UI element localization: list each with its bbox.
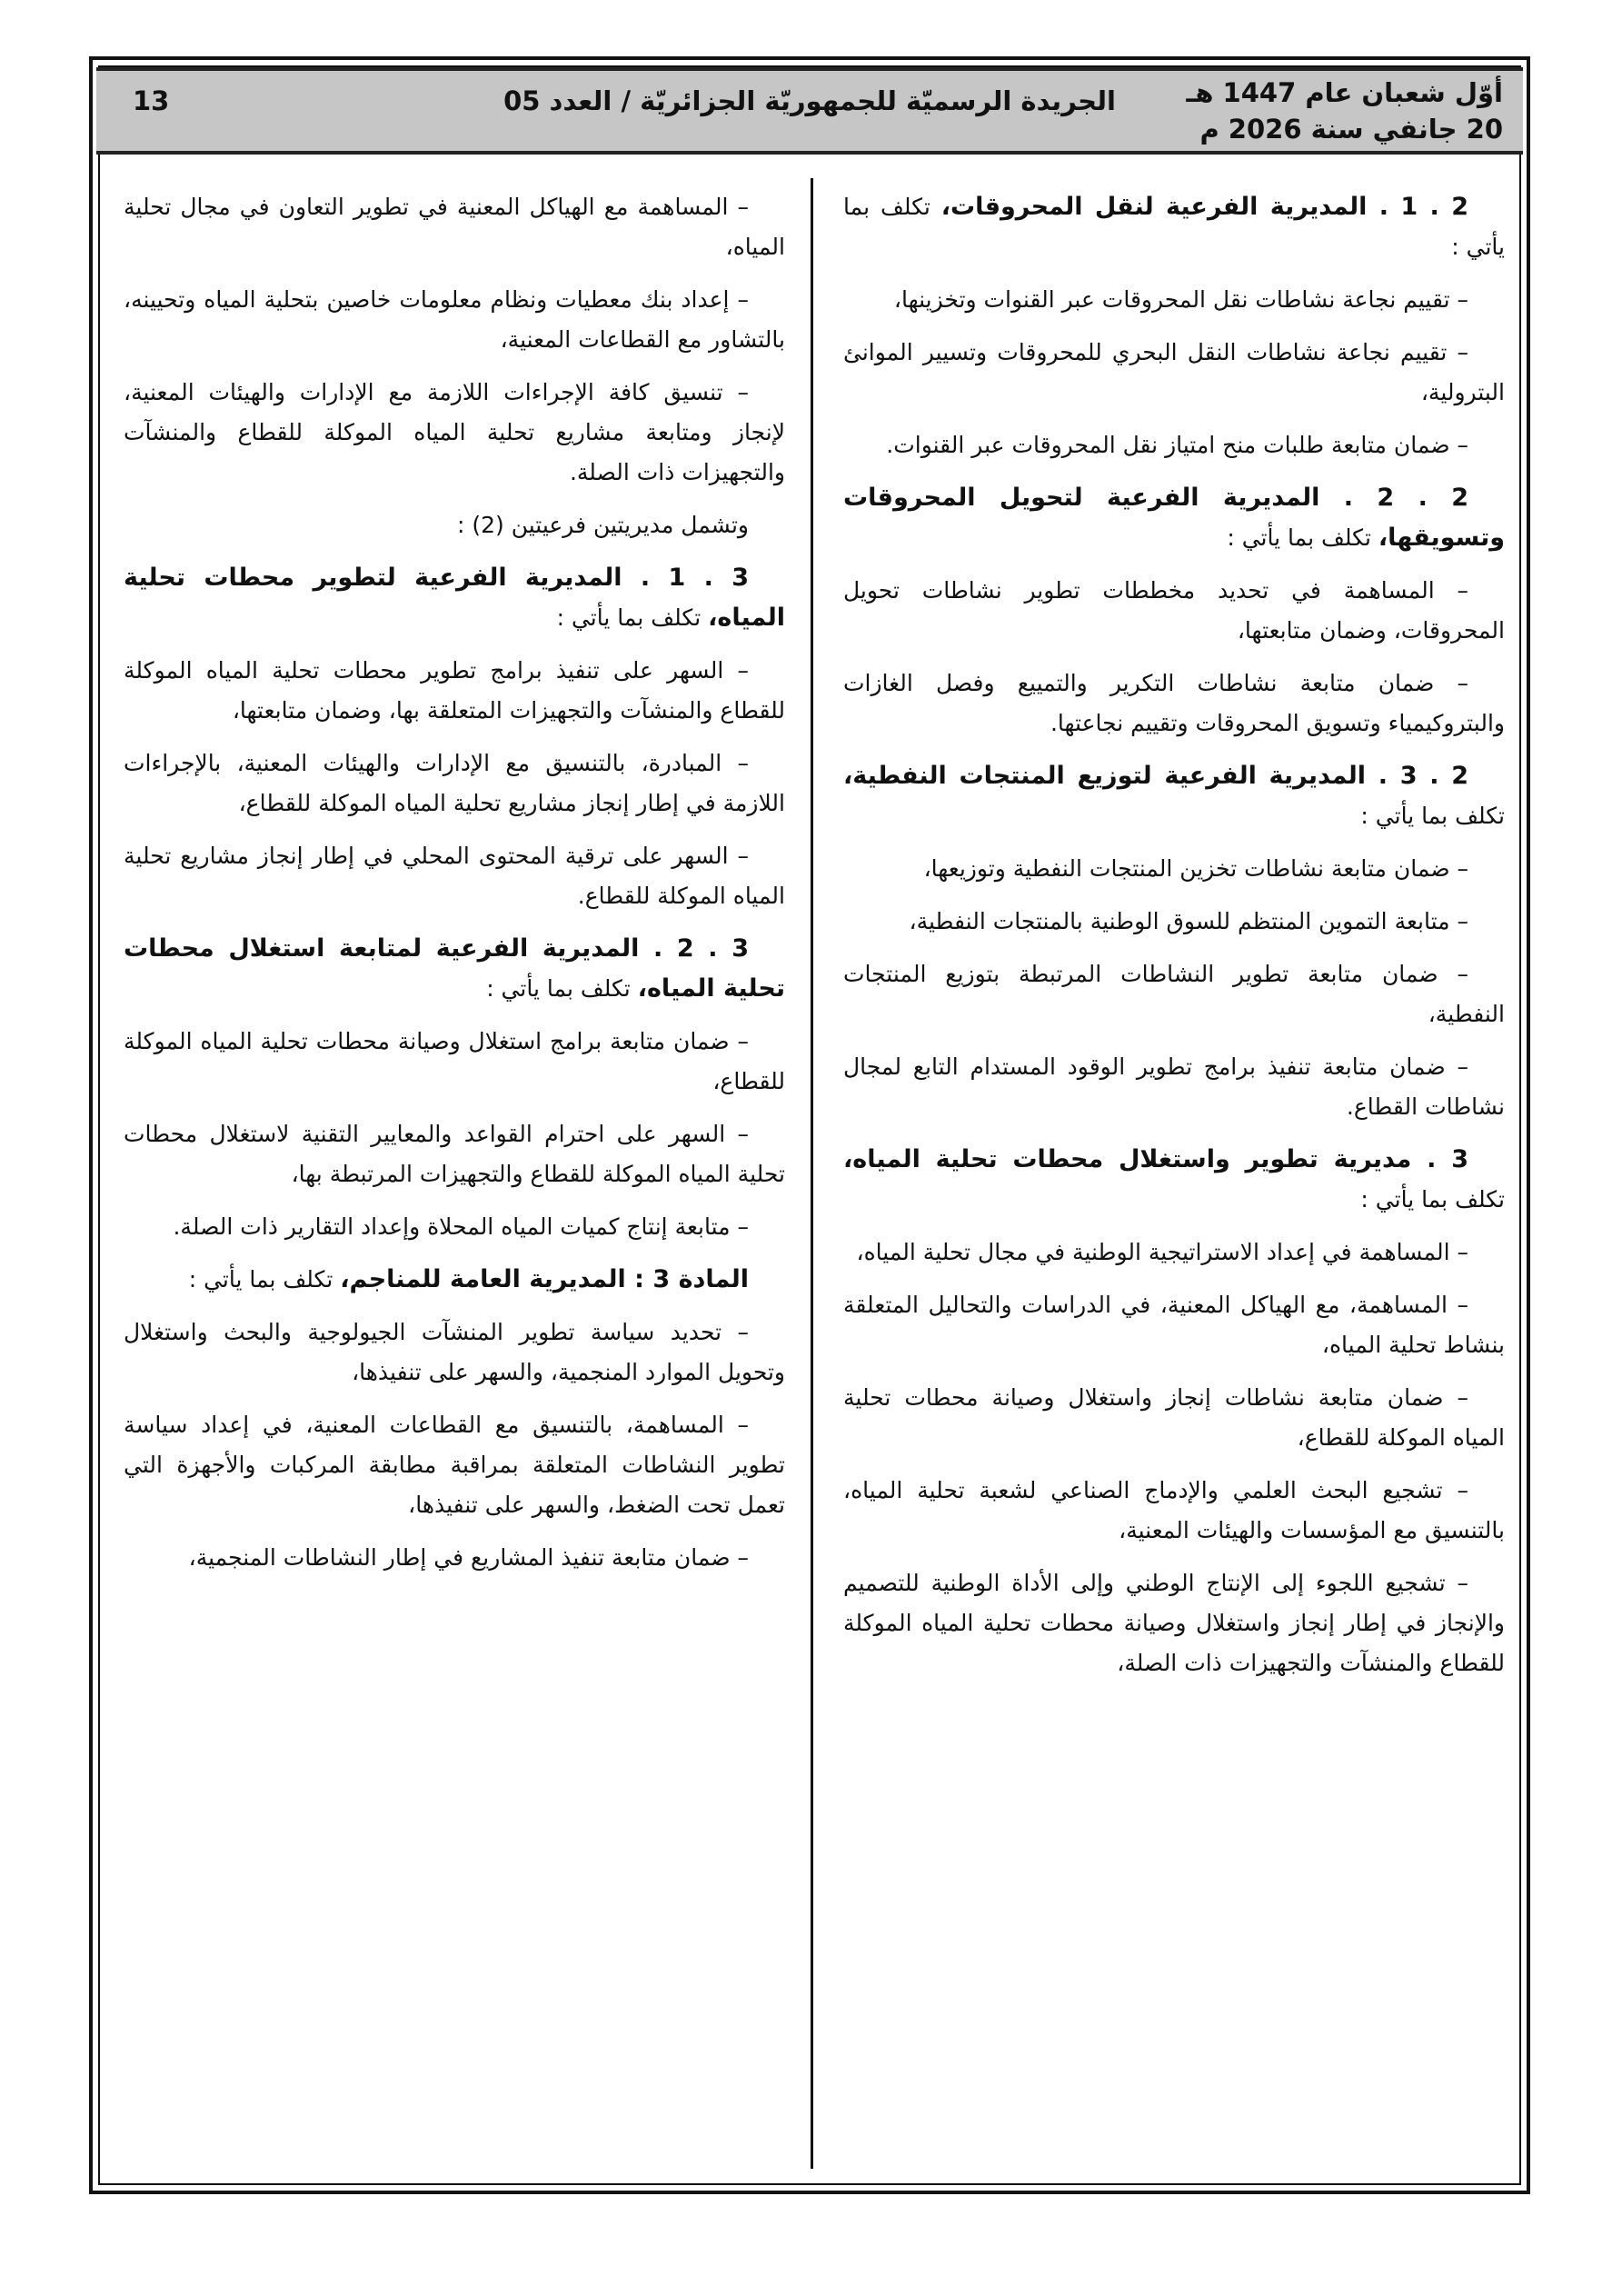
heading-title bbox=[340, 1265, 749, 1293]
list-item: – متابعة التموين المنتظم للسوق الوطنية بالمنتجات النفطية، bbox=[909, 908, 1468, 934]
heading-title bbox=[124, 934, 785, 1003]
heading-number: 2 . 2 . bbox=[1343, 484, 1468, 512]
heading-number: 2 . 3 . bbox=[1378, 762, 1468, 790]
list-item: – تقييم نجاعة نشاطات النقل البحري للمحروقات وتسيير الموانئ البترولية، bbox=[843, 339, 1505, 405]
list-item: – المبادرة، بالتنسيق مع الإدارات والهيئات المعنية، بالإجراءات اللازمة في إطار إنجاز مشاريع تحلية المياه الموكلة للقطاع، bbox=[124, 750, 785, 816]
list-item: – المساهمة، بالتنسيق مع القطاعات المعنية، في إعداد سياسة تطوير النشاطات المتعلقة بمراقبة مطابقة المركبات والأجهزة التي تعمل تحت الضغط، والسهر على تنفيذها، bbox=[124, 1412, 785, 1518]
section-heading bbox=[124, 558, 785, 638]
right-column bbox=[843, 187, 1505, 2169]
page-number: 13 bbox=[133, 85, 170, 116]
heading-number: 3 . 1 . bbox=[640, 564, 749, 592]
section-heading bbox=[843, 756, 1505, 836]
heading-text: المديرية الفرعية لتوزيع المنتجات النفطية، bbox=[843, 762, 1367, 790]
gazette-header bbox=[96, 67, 1523, 155]
heading-text: المديرية الفرعية لمتابعة استغلال محطات تحلية المياه، bbox=[124, 934, 785, 1003]
section-heading bbox=[124, 929, 785, 1009]
heading-rest: تكلف بما يأتي : bbox=[1227, 524, 1371, 551]
list-item: – المساهمة في تحديد مخططات تطوير نشاطات تحويل المحروقات، وضمان متابعتها، bbox=[843, 577, 1505, 644]
list-item: – تحديد سياسة تطوير المنشآت الجيولوجية والبحث واستغلال وتحويل الموارد المنجمية، والسهر على تنفيذها، bbox=[124, 1319, 785, 1385]
section-heading bbox=[124, 1260, 785, 1300]
heading-text: المديرية الفرعية لتطوير محطات تحلية المياه، bbox=[124, 564, 785, 632]
heading-rest: تكلف بما يأتي : bbox=[556, 604, 702, 631]
heading-rest: تكلف بما يأتي : bbox=[188, 1266, 333, 1293]
heading-rest: تكلف بما يأتي : bbox=[1360, 1186, 1505, 1213]
heading-title bbox=[843, 484, 1505, 552]
list-item: – ضمان متابعة نشاطات التكرير والتمييع وفصل الغازات والبتروكيمياء وتسويق المحروقات وتقييم نجاعتها. bbox=[843, 670, 1505, 736]
heading-text: مديرية تطوير واستغلال محطات تحلية المياه، bbox=[843, 1145, 1412, 1173]
heading-number: 2 . 1 . bbox=[1378, 193, 1468, 221]
heading-text: المديرية الفرعية لتحويل المحروقات وتسويقها، bbox=[843, 484, 1505, 552]
list-item: – المساهمة في إعداد الاستراتيجية الوطنية في مجال تحلية المياه، bbox=[856, 1239, 1468, 1265]
list-item: – تشجيع اللجوء إلى الإنتاج الوطني وإلى الأداة الوطنية للتصميم والإنجاز في إطار إنجاز واستغلال وصيانة محطات تحلية المياه الموكلة للقطاع والمنشآت والتجهيزات ذات الصلة، bbox=[843, 1570, 1505, 1676]
heading-rest: تكلف بما يأتي : bbox=[843, 194, 1505, 260]
list-item: – السهر على تنفيذ برامج تطوير محطات تحلية المياه الموكلة للقطاع والمنشآت والتجهيزات المتعلقة بها، وضمان متابعتها، bbox=[124, 657, 785, 724]
column-divider bbox=[811, 178, 813, 2169]
heading-title bbox=[941, 193, 1468, 221]
list-item: – المساهمة، مع الهياكل المعنية، في الدراسات والتحاليل المتعلقة بنشاط تحلية المياه، bbox=[843, 1292, 1505, 1358]
list-item: – ضمان متابعة تطوير النشاطات المرتبطة بتوزيع المنتجات النفطية، bbox=[843, 961, 1505, 1027]
list-item: – السهر على ترقية المحتوى المحلي في إطار إنجاز مشاريع تحلية المياه الموكلة للقطاع. bbox=[124, 843, 785, 909]
list-item: – ضمان متابعة تنفيذ برامج تطوير الوقود المستدام التابع لمجال نشاطات القطاع. bbox=[843, 1053, 1505, 1120]
list-item: – تشجيع البحث العلمي والإدماج الصناعي لشعبة تحلية المياه، بالتنسيق مع المؤسسات والهيئات المعنية، bbox=[843, 1477, 1505, 1543]
date-hijri: أوّل شعبان عام 1447 هـ bbox=[1186, 77, 1503, 108]
list-item: – ضمان متابعة نشاطات إنجاز واستغلال وصيانة محطات تحلية المياه الموكلة للقطاع، bbox=[843, 1384, 1505, 1451]
heading-number: 3 . 2 . bbox=[653, 934, 749, 963]
heading-number: 3 . bbox=[1427, 1145, 1468, 1173]
heading-text: المديرية الفرعية لنقل المحروقات، bbox=[940, 193, 1368, 221]
list-item: – ضمان متابعة برامج استغلال وصيانة محطات تحلية المياه الموكلة للقطاع، bbox=[124, 1028, 785, 1094]
paragraph: وتشمل مديريتين فرعيتين (2) : bbox=[456, 512, 749, 538]
section-heading bbox=[843, 1140, 1505, 1220]
list-item: – تنسيق كافة الإجراءات اللازمة مع الإدارات والهيئات المعنية، لإنجاز ومتابعة مشاريع تحلية المياه الموكلة للقطاع والمنشآت والتجهيزات ذات الصلة. bbox=[124, 379, 785, 485]
list-item: – ضمان متابعة طلبات منح امتياز نقل المحروقات عبر القنوات. bbox=[886, 432, 1468, 458]
heading-text: المادة 3 : المديرية العامة للمناجم، bbox=[340, 1265, 749, 1293]
list-item: – السهر على احترام القواعد والمعايير التقنية لاستغلال محطات تحلية المياه الموكلة للقطاع والتجهيزات المرتبطة بها، bbox=[124, 1121, 785, 1187]
gazette-title: الجريدة الرسميّة للجمهوريّة الجزائريّة / العدد 05 bbox=[503, 85, 1116, 116]
heading-title bbox=[843, 762, 1468, 790]
list-item: – المساهمة مع الهياكل المعنية في تطوير التعاون في مجال تحلية المياه، bbox=[124, 194, 785, 260]
list-item: – تقييم نجاعة نشاطات نقل المحروقات عبر القنوات وتخزينها، bbox=[893, 286, 1468, 313]
heading-title bbox=[843, 1145, 1468, 1173]
list-item: – إعداد بنك معطيات ونظام معلومات خاصين بتحلية المياه وتحيينه، بالتشاور مع القطاعات المعنية، bbox=[124, 286, 785, 353]
heading-rest: تكلف بما يأتي : bbox=[1360, 803, 1505, 829]
list-item: – متابعة إنتاج كميات المياه المحلاة وإعداد التقارير ذات الصلة. bbox=[173, 1213, 749, 1240]
section-heading bbox=[843, 478, 1505, 558]
date-gregorian: 20 جانفي سنة 2026 م bbox=[1199, 114, 1503, 145]
heading-rest: تكلف بما يأتي : bbox=[486, 975, 631, 1002]
left-column bbox=[124, 187, 785, 2169]
section-heading bbox=[843, 187, 1505, 267]
list-item: – ضمان متابعة نشاطات تخزين المنتجات النفطية وتوزيعها، bbox=[923, 855, 1468, 882]
list-item: – ضمان متابعة تنفيذ المشاريع في إطار النشاطات المنجمية، bbox=[188, 1544, 749, 1571]
